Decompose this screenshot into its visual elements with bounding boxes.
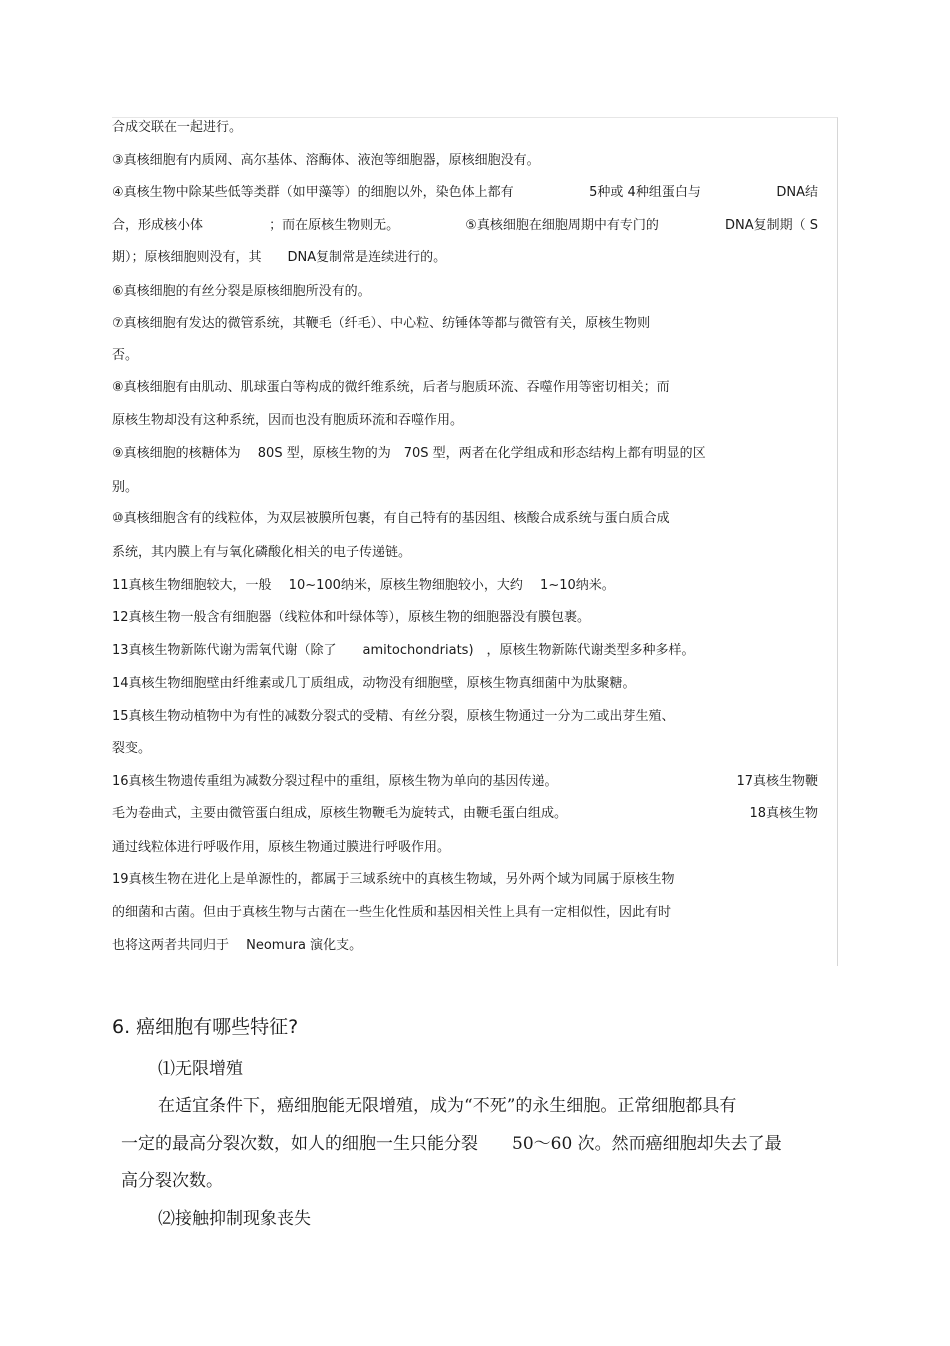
text-line: ⑩真核细胞含有的线粒体，为双层被膜所包裹，有自己特有的基因组、核酸合成系统与蛋白质合成 — [112, 511, 670, 526]
text-segment: ④真核生物中除某些低等类群（如甲藻等）的细胞以外，染色体上都有 — [112, 185, 514, 200]
text-line: 合成交联在一起进行。 — [112, 120, 243, 135]
text-line: 的细菌和古菌。但由于真核生物与古菌在一些生化性质和基因相关性上具有一定相似性，因此有时 — [112, 905, 672, 920]
text-line: 原核生物却没有这种系统，因而也没有胞质环流和吞噬作用。 — [112, 413, 464, 428]
subheading: ⑴无限增殖 — [158, 1059, 243, 1079]
text-segment: 合，形成核小体 — [112, 218, 204, 233]
text-line: ⑥真核细胞的有丝分裂是原核细胞所没有的。 — [112, 284, 371, 299]
text-segment: ⑤真核细胞在细胞周期中有专门的 — [465, 218, 659, 233]
text-line: ⑧真核细胞有由肌动、肌球蛋白等构成的微纤维系统，后者与胞质环流、吞噬作用等密切相关；而 — [112, 380, 670, 395]
text-line: 12真核生物一般含有细胞器（线粒体和叶绿体等），原核生物的细胞器没有膜包裹。 — [112, 610, 591, 625]
subheading: ⑵接触抑制现象丧失 — [158, 1209, 311, 1229]
text-line — [112, 185, 818, 201]
text-line: ⑦真核细胞有发达的微管系统，其鞭毛（纤毛）、中心粒、纺锤体等都与微管有关，原核生物则 — [112, 316, 651, 331]
text-line: ③真核细胞有内质网、高尔基体、溶酶体、液泡等细胞器，原核细胞没有。 — [112, 153, 540, 168]
text-line: 系统，其内膜上有与氧化磷酸化相关的电子传递链。 — [112, 545, 412, 560]
content-frame — [112, 117, 838, 966]
text-line: ⑨真核细胞的核糖体为 80S 型，原核生物的为 70S 型，两者在化学组成和形态结构上都有明显的区 — [112, 446, 706, 461]
section-heading: 6. 癌细胞有哪些特征? — [112, 1016, 299, 1038]
text-line: 13真核生物新陈代谢为需氧代谢（除了 amitochondriats) ，原核生物新陈代谢类型多种多样。 — [112, 643, 695, 658]
text-line: 19真核生物在进化上是单源性的，都属于三域系统中的真核生物域，另外两个域为同属于原核生物 — [112, 872, 675, 887]
paragraph-line: 一定的最高分裂次数，如人的细胞一生只能分裂 50～60 次。然而癌细胞却失去了最 — [121, 1134, 782, 1154]
text-line — [112, 774, 818, 790]
text-line: 11真核生物细胞较大，一般 10~100纳米，原核生物细胞较小，大约 1~10纳米。 — [112, 578, 615, 593]
text-segment: 18真核生物 — [749, 806, 818, 821]
text-segment: 毛为卷曲式，主要由微管蛋白组成，原核生物鞭毛为旋转式，由鞭毛蛋白组成。 — [112, 806, 568, 821]
text-line: 期）；原核细胞则没有，其 DNA复制常是连续进行的。 — [112, 250, 447, 265]
text-line — [112, 806, 818, 822]
text-line: 裂变。 — [112, 741, 152, 756]
text-segment: DNA结 — [776, 185, 818, 200]
text-line: 否。 — [112, 348, 139, 363]
text-line: 别。 — [112, 480, 139, 495]
text-line: 14真核生物细胞壁由纤维素或几丁质组成，动物没有细胞壁，原核生物真细菌中为肽聚糖。 — [112, 676, 636, 691]
paragraph-line: 在适宜条件下，癌细胞能无限增殖，成为“不死”的永生细胞。正常细胞都具有 — [158, 1096, 737, 1116]
text-line: 也将这两者共同归于 Neomura 演化支。 — [112, 938, 363, 953]
text-line: 通过线粒体进行呼吸作用，原核生物通过膜进行呼吸作用。 — [112, 840, 451, 855]
text-segment: 16真核生物遗传重组为减数分裂过程中的重组，原核生物为单向的基因传递。 — [112, 774, 558, 789]
paragraph-line: 高分裂次数。 — [121, 1171, 223, 1191]
text-segment: 5种或 4种组蛋白与 — [589, 185, 701, 200]
text-segment: DNA复制期（ S — [724, 218, 818, 233]
text-segment: ；而在原核生物则无。 — [269, 218, 400, 233]
text-line — [112, 218, 818, 234]
text-line: 15真核生物动植物中为有性的减数分裂式的受精、有丝分裂，原核生物通过一分为二或出芽生殖、 — [112, 709, 675, 724]
text-segment: 17真核生物鞭 — [736, 774, 818, 789]
